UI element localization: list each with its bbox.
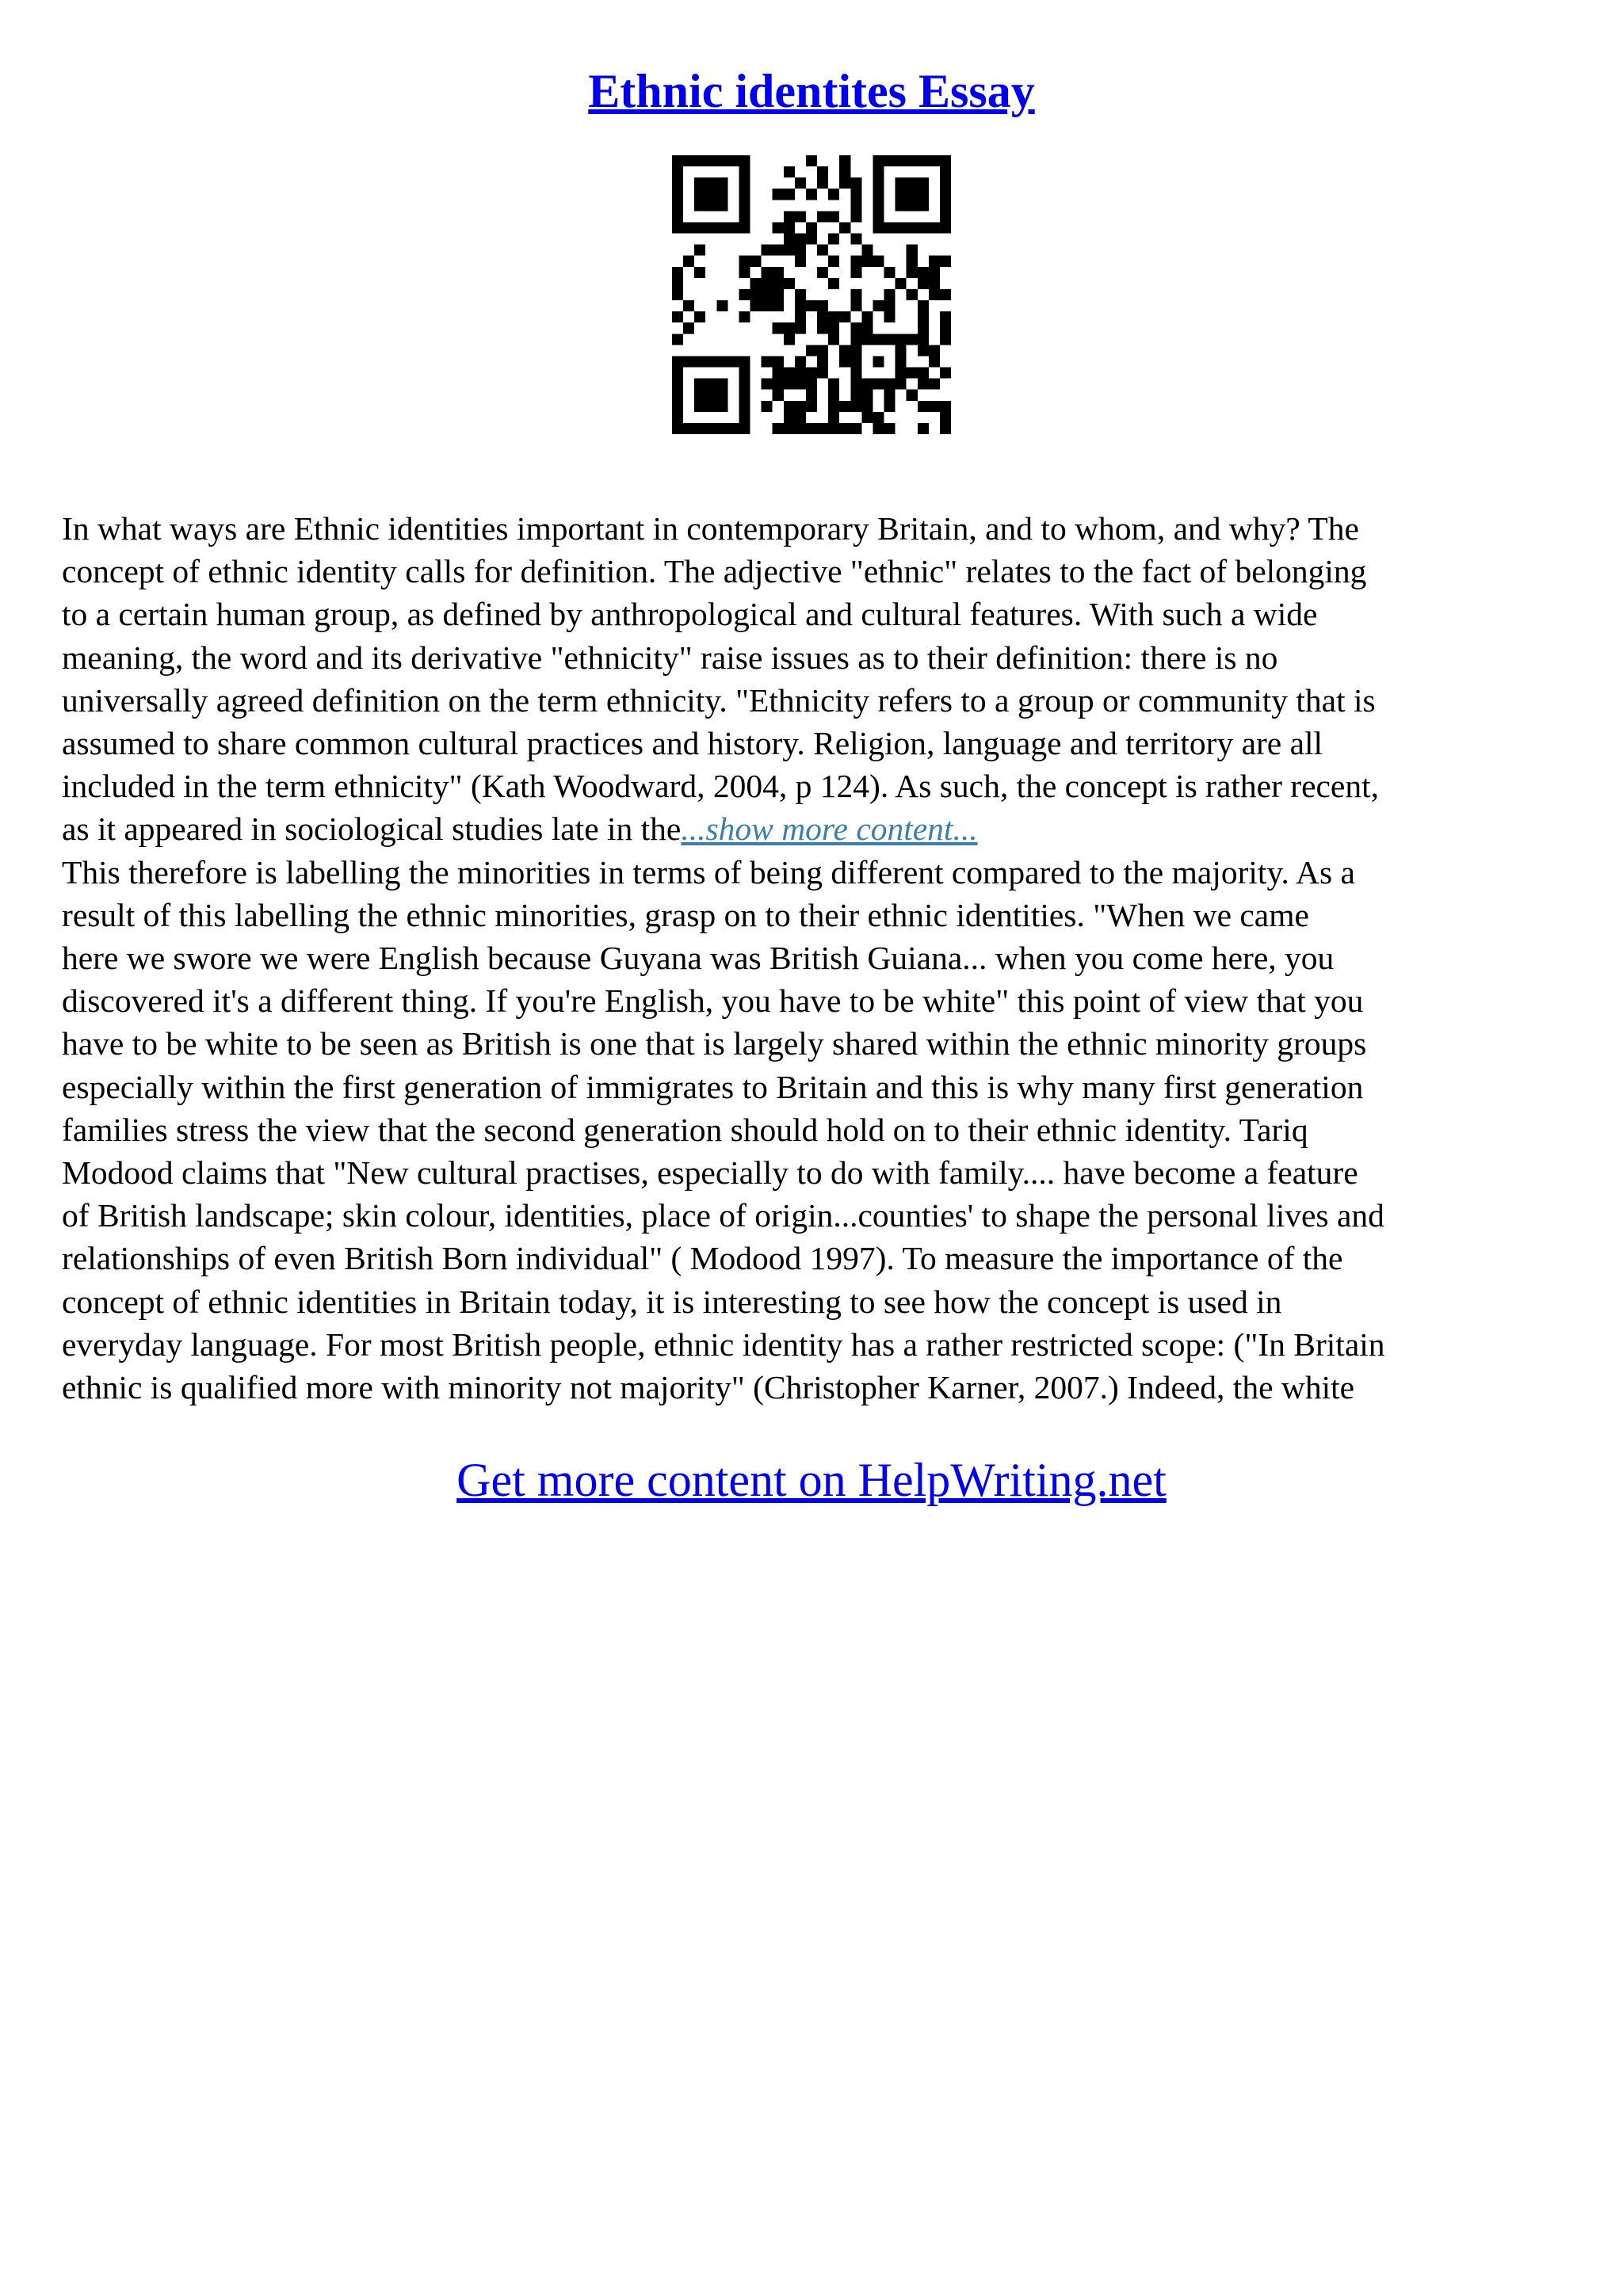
title-link[interactable]: Ethnic identites Essay xyxy=(588,65,1035,117)
essay-excerpt xyxy=(62,507,1568,1409)
text-line: discovered it's a different thing. If you're English, you have to be white" this point of view that you xyxy=(62,982,1364,1020)
show-more-link[interactable]: ...show more content... xyxy=(681,810,978,848)
text-line: to a certain human group, as defined by anthropological and cultural features. With such a wide xyxy=(62,596,1318,633)
text-line: assumed to share common cultural practices and history. Religion, language and territory are all xyxy=(62,725,1323,762)
text-line-with-link xyxy=(62,807,1568,850)
text-line: everyday language. For most British people, ethnic identity has a rather restricted scope: ("In Britain xyxy=(62,1325,1385,1363)
get-more-content-link[interactable]: Get more content on HelpWriting.net xyxy=(456,1454,1167,1506)
text-line: Modood claims that "New cultural practises, especially to do with family.... have become a feature xyxy=(62,1154,1358,1192)
text-line: relationships of even British Born individual" ( Modood 1997). To measure the importance of the xyxy=(62,1240,1343,1277)
text-line: concept of ethnic identity calls for definition. The adjective "ethnic" relates to the fact of belonging xyxy=(62,553,1367,590)
qr-code-icon xyxy=(672,155,951,434)
text-line: ethnic is qualified more with minority not majority" (Christopher Karner, 2007.) Indeed, the white xyxy=(62,1369,1355,1406)
footer xyxy=(0,1450,1623,1510)
text-line: result of this labelling the ethnic minorities, grasp on to their ethnic identities. "When we came xyxy=(62,896,1309,933)
text-line: meaning, the word and its derivative "ethnicity" raise issues as to their definition: there is no xyxy=(62,639,1278,676)
page-title xyxy=(0,59,1623,123)
text-line: have to be white to be seen as British is one that is largely shared within the ethnic minority groups xyxy=(62,1025,1367,1062)
text-line: of British landscape; skin colour, identities, place of origin...counties' to shape the personal lives and xyxy=(62,1197,1384,1234)
text-line: especially within the first generation of immigrates to Britain and this is why many first generation xyxy=(62,1068,1364,1105)
text-line: concept of ethnic identities in Britain today, it is interesting to see how the concept is used in xyxy=(62,1283,1282,1320)
text-line: included in the term ethnicity" (Kath Woodward, 2004, p 124). As such, the concept is rather recent, xyxy=(62,768,1380,805)
text-line: This therefore is labelling the minorities in terms of being different compared to the majority. As a xyxy=(62,853,1355,891)
text-fragment: as it appeared in sociological studies late in the xyxy=(62,810,682,848)
text-line: In what ways are Ethnic identities important in contemporary Britain, and to whom, and why? The xyxy=(62,510,1359,547)
text-line: universally agreed definition on the term ethnicity. "Ethnicity refers to a group or community that is xyxy=(62,681,1376,719)
text-line: families stress the view that the second generation should hold on to their ethnic identity. Tariq xyxy=(62,1111,1308,1148)
text-line: here we swore we were English because Guyana was British Guiana... when you come here, you xyxy=(62,940,1335,977)
